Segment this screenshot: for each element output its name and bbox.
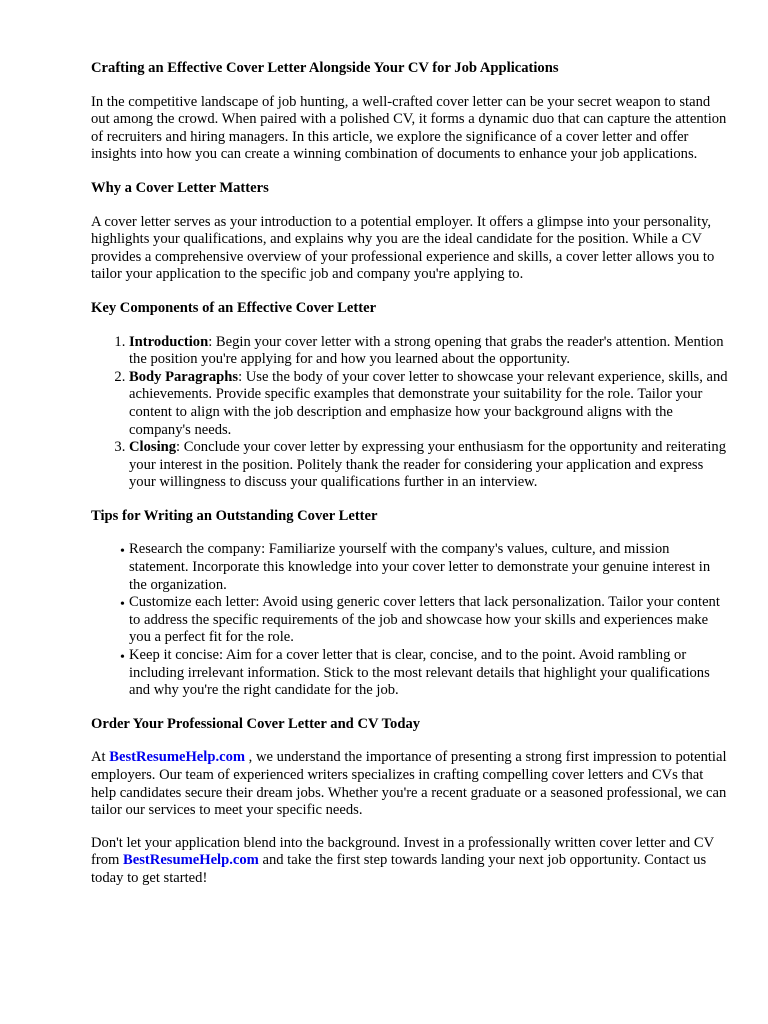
list-item: [129, 369, 728, 439]
list-item-term: Body Paragraphs: [129, 368, 239, 385]
bestresumehelp-link-2[interactable]: BestResumeHelp.com: [123, 852, 259, 869]
order-paragraph-1: [91, 749, 728, 819]
order-text: and take the first step towards landing your next job opportunity. Contact us today to get started!: [91, 852, 707, 886]
list-item-text: : Begin your cover letter with a strong opening that grabs the reader's attention. Mention the position you're applying for and how you learned about the opportunity.: [129, 333, 724, 368]
order-paragraph-2: [91, 835, 728, 888]
components-list: [91, 334, 728, 492]
why-heading: Why a Cover Letter Matters: [91, 179, 269, 196]
list-item-text: : Use the body of your cover letter to showcase your relevant experience, skills, and achievements. Provide specific examples that demonstrate your suitability for the role. Tailor your content to align with the job description and emphasize how your background aligns with the company's needs.: [129, 368, 728, 438]
list-item: • Keep it concise: Aim for a cover letter that is clear, concise, and to the point. Avoid rambling or including irrelevant information. Stick to the most relevant details that highlight your qualifications and why you're the right candidate for the job.: [121, 647, 728, 700]
tips-list: [91, 541, 728, 699]
list-item: • Customize each letter: Avoid using generic cover letters that lack personalization. Tailor your content to address the specific requirements of the job and showcase how your skills and experiences make you a perfect fit for the role.: [121, 594, 728, 647]
why-paragraph: A cover letter serves as your introduction to a potential employer. It offers a glimpse into your personality, highlights your qualifications, and explains why you are the ideal candidate for the position. While a CV provides a comprehensive overview of your professional experience and skills, a cover letter allows you to tailor your application to the specific job and company you're applying to.: [91, 213, 715, 283]
components-heading: Key Components of an Effective Cover Letter: [91, 299, 377, 316]
tips-heading: Tips for Writing an Outstanding Cover Letter: [91, 507, 378, 524]
list-item-text: : Conclude your cover letter by expressing your enthusiasm for the opportunity and reiterating your interest in the position. Politely thank the reader for considering your application and express your willingness to discuss your qualifications further in an interview.: [129, 439, 727, 491]
intro-paragraph: In the competitive landscape of job hunting, a well-crafted cover letter can be your secret weapon to stand out among the crowd. When paired with a polished CV, it forms a dynamic duo that can capture the attention of recruiters and hiring managers. In this article, we explore the significance of a cover letter and offer insights into how you can create a winning combination of documents to enhance your job applications.: [91, 93, 727, 163]
list-item: [129, 439, 728, 492]
list-item: [129, 334, 728, 369]
order-text: Don't let your application blend into the background. Invest in a professionally written cover letter and CV from: [91, 834, 714, 869]
list-item-term: Closing: [129, 439, 177, 456]
list-item: • Research the company: Familiarize yourself with the company's values, culture, and mission statement. Incorporate this knowledge into your cover letter to demonstrate your genuine interest in the organization.: [121, 541, 728, 594]
list-item-term: Introduction: [129, 333, 209, 350]
order-text: , we understand the importance of presenting a strong first impression to potential employers. Our team of experienced writers specializes in crafting compelling cover letters and CVs that help candidates secure their dream jobs. Whether you're a recent graduate or a seasoned professional, we can tailor our services to meet your specific needs.: [91, 749, 727, 819]
order-text: At: [91, 749, 110, 766]
document-title: Crafting an Effective Cover Letter Alongside Your CV for Job Applications: [91, 60, 559, 76]
order-heading: Order Your Professional Cover Letter and CV Today: [91, 715, 421, 732]
bestresumehelp-link[interactable]: BestResumeHelp.com: [109, 749, 246, 766]
